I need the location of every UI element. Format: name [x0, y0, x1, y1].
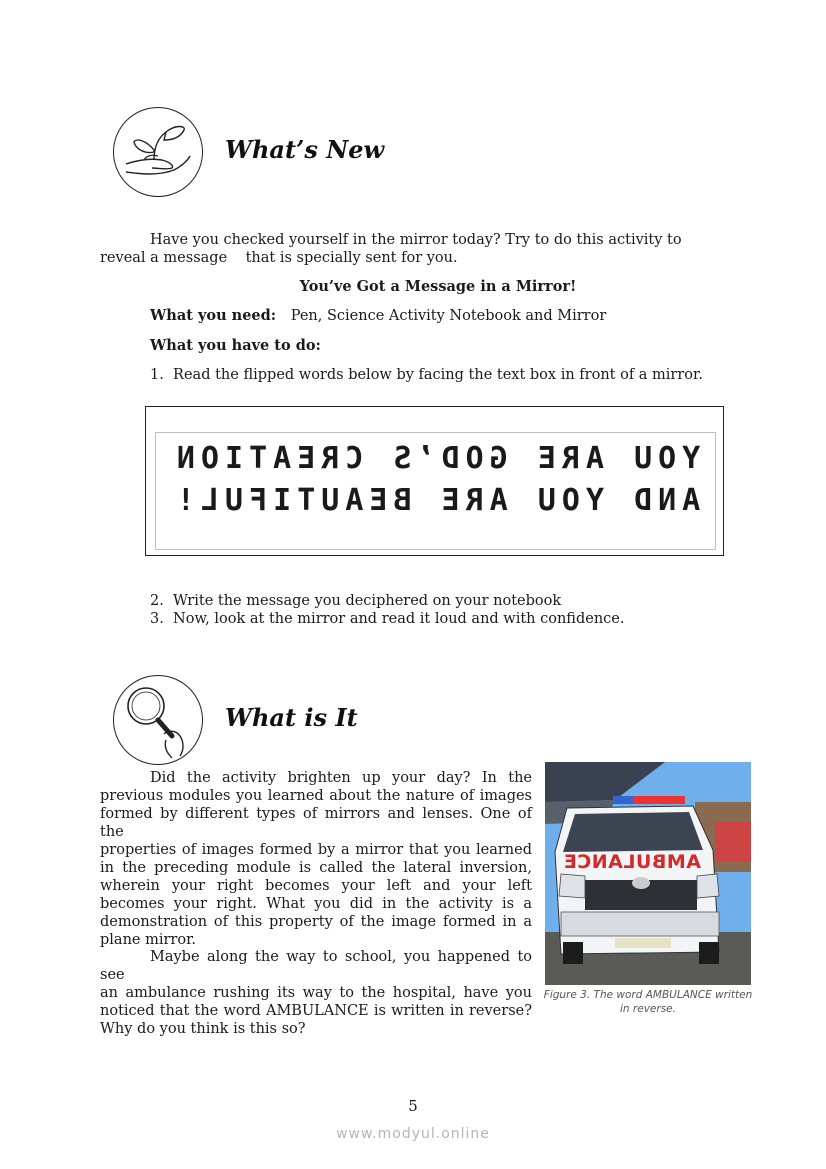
watermark: www.modyul.online [336, 1126, 490, 1142]
flipped-line-2: AND YOU ARE BEAUTIFUL! [170, 483, 701, 518]
para2-line: noticed that the word AMBULANCE is written in reverse? [100, 1003, 532, 1019]
para1-line: demonstration of this property of the image formed in a [100, 914, 532, 930]
ambulance-paragraph [100, 948, 532, 1038]
step-1: 1. Read the flipped words below by facing the text box in front of a mirror. [150, 367, 703, 383]
para2-line: Why do you think is this so? [100, 1021, 306, 1037]
what-is-it-title: What is It [225, 703, 358, 732]
para2-line: Maybe along the way to school, you happened to see [100, 949, 532, 983]
para1-line: previous modules you learned about the nature of images [100, 788, 532, 804]
para2-line: an ambulance rushing its way to the hospital, have you [100, 985, 532, 1001]
flipped-line-1: YOU ARE GOD’S CREATION [170, 441, 701, 476]
intro-line-1: Have you checked yourself in the mirror today? Try to do this activity to [150, 232, 682, 248]
activity-title: You’ve Got a Message in a Mirror! [299, 278, 577, 295]
para1-line: properties of images formed by a mirror that you learned [100, 842, 532, 858]
para1-line: formed by different types of mirrors and lenses. One of the [100, 806, 532, 840]
caption-line-1: Figure 3. The word AMBULANCE written [543, 989, 753, 1001]
ambulance-photo-text: AMBULANCE [563, 851, 701, 873]
whats-new-icon [113, 107, 203, 197]
explanation-paragraph [100, 769, 532, 949]
ambulance-photo [545, 762, 751, 985]
need-label: What you need: [150, 307, 277, 324]
what-you-need [150, 307, 606, 325]
intro-line-2: reveal a message that is specially sent for you. [100, 250, 458, 266]
step-2: 2. Write the message you deciphered on your notebook [150, 593, 562, 609]
todo-label: What you have to do: [150, 337, 321, 354]
para1-line: plane mirror. [100, 932, 197, 948]
step-3: 3. Now, look at the mirror and read it loud and with confidence. [150, 611, 625, 627]
para1-line: wherein your right becomes your left and your left [100, 878, 532, 894]
para1-line: Did the activity brighten up your day? In the [150, 770, 532, 786]
para1-line: in the preceding module is called the lateral inversion, [100, 860, 532, 876]
figure-caption [540, 988, 756, 1016]
mirror-text-box [145, 406, 724, 556]
whats-new-title: What’s New [225, 135, 385, 164]
mirror-inner-frame [155, 432, 716, 550]
para1-line: becomes your right. What you did in the activity is a [100, 896, 532, 912]
page-number: 5 [408, 1097, 418, 1115]
need-value: Pen, Science Activity Notebook and Mirror [290, 308, 607, 324]
magnifier-icon [113, 675, 203, 765]
caption-line-2: in reverse. [620, 1003, 676, 1015]
